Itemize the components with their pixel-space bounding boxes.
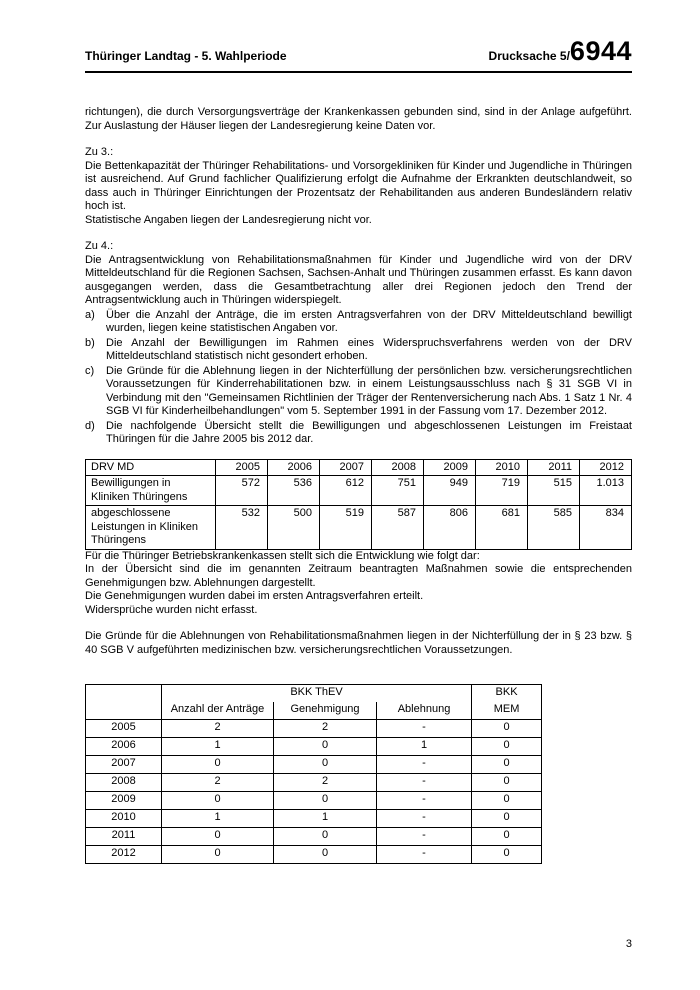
drv-table-header-row <box>86 459 632 476</box>
value-cell: - <box>377 792 472 810</box>
year-cell: 2010 <box>86 810 162 828</box>
bkk-table-row <box>86 774 542 792</box>
list-marker: a) <box>85 308 95 321</box>
value-cell: - <box>377 810 472 828</box>
bkk-table-row <box>86 720 542 738</box>
value-cell: 806 <box>424 506 476 550</box>
value-cell: 0 <box>274 828 377 846</box>
value-cell: 572 <box>216 476 268 506</box>
value-cell: 587 <box>372 506 424 550</box>
value-cell: 0 <box>472 846 542 864</box>
value-cell: 0 <box>472 720 542 738</box>
year-cell: 2012 <box>86 846 162 864</box>
year-cell: 2005 <box>86 720 162 738</box>
bkk-group-header: BKK <box>472 685 542 703</box>
empty-cell <box>86 685 162 703</box>
document-body <box>85 106 632 864</box>
value-cell: 681 <box>476 506 528 550</box>
year-cell: 2006 <box>86 738 162 756</box>
year-cell: 2011 <box>86 828 162 846</box>
value-cell: 0 <box>472 774 542 792</box>
value-cell: 0 <box>162 792 274 810</box>
list-item-a <box>85 309 632 336</box>
value-cell: 532 <box>216 506 268 550</box>
value-cell: 949 <box>424 476 476 506</box>
list-text: Die Gründe für die Ablehnung liegen in der Nichterfüllung der persönlichen bzw. versicherungsrechtlichen Voraussetzungen für Kinderrehabilitationen bzw. in einem Leistungsausschluss nach § 31 SGB VI in Verbindung mit den "Gemeinsamen Richtlinien der Träger der Rentenversicherung nach Abs. 1 Satz 1 Nr. 4 SGB VI für Kinderheilbehandlungen" vom 5. September 1991 in der Fassung vom 17. Dezember 2012. <box>106 364 632 417</box>
value-cell: 515 <box>528 476 580 506</box>
value-cell: 0 <box>162 846 274 864</box>
value-cell: 834 <box>580 506 632 550</box>
list-text: Über die Anzahl der Anträge, die im ersten Antragsverfahren von der DRV Mitteldeutschland bewilligt wurden, liegen keine statistischen Angaben vor. <box>106 308 632 334</box>
year-header-cell: 2005 <box>216 459 268 476</box>
value-cell: 612 <box>320 476 372 506</box>
value-cell: - <box>377 720 472 738</box>
genehmigung-header-cell: Genehmigung <box>274 702 377 720</box>
list-marker: b) <box>85 336 95 349</box>
bkk-table-row <box>86 738 542 756</box>
value-cell: 0 <box>274 792 377 810</box>
mem-header-cell: MEM <box>472 702 542 720</box>
value-cell: 2 <box>162 774 274 792</box>
list-marker: c) <box>85 364 95 377</box>
bkk-table-row <box>86 756 542 774</box>
header-publisher: Thüringer Landtag - 5. Wahlperiode <box>85 49 287 63</box>
list-item-c <box>85 365 632 419</box>
value-cell: - <box>377 756 472 774</box>
bkk-table-row <box>86 828 542 846</box>
bkk-paragraph-4: Widersprüche wurden nicht erfasst. <box>85 603 258 616</box>
zu4-list <box>85 309 632 447</box>
bkk-paragraph-2: In der Übersicht sind die im genannten Zeitraum beantragten Maßnahmen sowie die entsprechenden Genehmigungen bzw. Ablehnungen dargestellt. <box>85 563 632 589</box>
value-cell: 519 <box>320 506 372 550</box>
bkk-table-row <box>86 846 542 864</box>
bkk-table <box>85 684 542 864</box>
header-rule <box>85 71 632 73</box>
year-header-cell: 2008 <box>372 459 424 476</box>
value-cell: 0 <box>274 846 377 864</box>
zu3-paragraph-2: Statistische Angaben liegen der Landesregierung nicht vor. <box>85 213 372 226</box>
value-cell: 0 <box>274 756 377 774</box>
zu3-paragraph-1: Die Bettenkapazität der Thüringer Rehabilitations- und Vorsorgekliniken für Kinder und Jugendliche in Thüringen ist ausreichend. Auf Grund fachlicher Qualifizierung erfolgt die Aufnahme der Erkrankten deutschlandweit, so dass auch in Thüringer Einrichtungen der Prozentsatz der Rehabilitanden aus anderen Bundesländern relativ hoch ist. <box>85 159 632 212</box>
value-cell: 2 <box>274 774 377 792</box>
year-header-cell: 2007 <box>320 459 372 476</box>
row-label-cell: Bewilligungen in Kliniken Thüringens <box>86 476 216 506</box>
value-cell: 0 <box>162 828 274 846</box>
value-cell: 719 <box>476 476 528 506</box>
ablehnung-header-cell: Ablehnung <box>377 702 472 720</box>
bkk-table-row <box>86 792 542 810</box>
value-cell: 751 <box>372 476 424 506</box>
value-cell: 0 <box>472 738 542 756</box>
bkk-table-row <box>86 810 542 828</box>
value-cell: 500 <box>268 506 320 550</box>
header-drucksache <box>489 36 632 67</box>
drv-table-corner-cell: DRV MD <box>86 459 216 476</box>
list-text: Die Anzahl der Bewilligungen im Rahmen eines Widerspruchsverfahrens werden von der DRV Mitteldeutschland statistisch nicht gesondert erhoben. <box>106 336 632 362</box>
bkk-intro-paragraph: Für die Thüringer Betriebskrankenkassen stellt sich die Entwicklung wie folgt dar: <box>85 549 480 562</box>
intro-paragraph: richtungen), die durch Versorgungsverträge der Krankenkassen gebunden sind, sind in der Anlage aufgeführt. Zur Auslastung der Häuser liegen der Landesregierung keine Daten vor. <box>85 106 632 132</box>
year-header-cell: 2011 <box>528 459 580 476</box>
value-cell: 0 <box>472 792 542 810</box>
value-cell: 0 <box>472 828 542 846</box>
drucksache-number: 6944 <box>569 36 632 66</box>
drv-table-row-bewilligungen <box>86 476 632 506</box>
empty-cell <box>86 702 162 720</box>
bkk-gruende-paragraph: Die Gründe für die Ablehnungen von Rehabilitationsmaßnahmen liegen in der Nichterfüllung der in § 23 bzw. § 40 SGB V aufgeführten medizinischen bzw. versicherungsrechtlichen Voraussetzungen. <box>85 630 632 656</box>
document-header <box>85 36 632 67</box>
bkk-thev-group-header: BKK ThEV <box>162 685 472 703</box>
value-cell: 585 <box>528 506 580 550</box>
value-cell: - <box>377 846 472 864</box>
drv-md-table <box>85 459 632 550</box>
value-cell: 1 <box>377 738 472 756</box>
value-cell: 1 <box>274 810 377 828</box>
year-cell: 2009 <box>86 792 162 810</box>
value-cell: 536 <box>268 476 320 506</box>
value-cell: 2 <box>274 720 377 738</box>
year-header-cell: 2006 <box>268 459 320 476</box>
value-cell: 0 <box>274 738 377 756</box>
zu3-heading: Zu 3.: <box>85 146 114 158</box>
value-cell: - <box>377 828 472 846</box>
value-cell: 0 <box>472 810 542 828</box>
list-text: Die nachfolgende Übersicht stellt die Bewilligungen und abgeschlossenen Leistungen im Freistaat Thüringen für die Jahre 2005 bis 2012 dar. <box>106 419 632 445</box>
year-header-cell: 2009 <box>424 459 476 476</box>
year-header-cell: 2012 <box>580 459 632 476</box>
value-cell: 1 <box>162 738 274 756</box>
antraege-header-cell: Anzahl der Anträge <box>162 702 274 720</box>
year-cell: 2008 <box>86 774 162 792</box>
bkk-column-header-row <box>86 702 542 720</box>
bkk-group-header-row <box>86 685 542 703</box>
row-label-cell: abgeschlossene Leistungen in Kliniken Thüringens <box>86 506 216 550</box>
drucksache-label: Drucksache 5/ <box>488 49 570 63</box>
value-cell: 2 <box>162 720 274 738</box>
value-cell: 1.013 <box>580 476 632 506</box>
value-cell: 0 <box>162 756 274 774</box>
year-header-cell: 2010 <box>476 459 528 476</box>
value-cell: 1 <box>162 810 274 828</box>
value-cell: - <box>377 774 472 792</box>
year-cell: 2007 <box>86 756 162 774</box>
list-item-d <box>85 420 632 447</box>
zu4-heading: Zu 4.: <box>85 240 114 252</box>
bkk-paragraph-3: Die Genehmigungen wurden dabei im ersten Antragsverfahren erteilt. <box>85 590 424 602</box>
list-item-b <box>85 337 632 364</box>
value-cell: 0 <box>472 756 542 774</box>
drv-table-row-leistungen <box>86 506 632 550</box>
list-marker: d) <box>85 419 95 432</box>
page-number: 3 <box>625 938 632 950</box>
zu4-paragraph-1: Die Antragsentwicklung von Rehabilitationsmaßnahmen für Kinder und Jugendliche wird von der DRV Mitteldeutschland für die Regionen Sachsen, Sachsen-Anhalt und Thüringen zusammen erfasst. Es kann davon ausgegangen werden, dass die Gesamtbetrachtung aller drei Regionen jedoch den Trend der Antragsentwicklung auch in Thüringen widerspiegelt. <box>85 253 632 306</box>
